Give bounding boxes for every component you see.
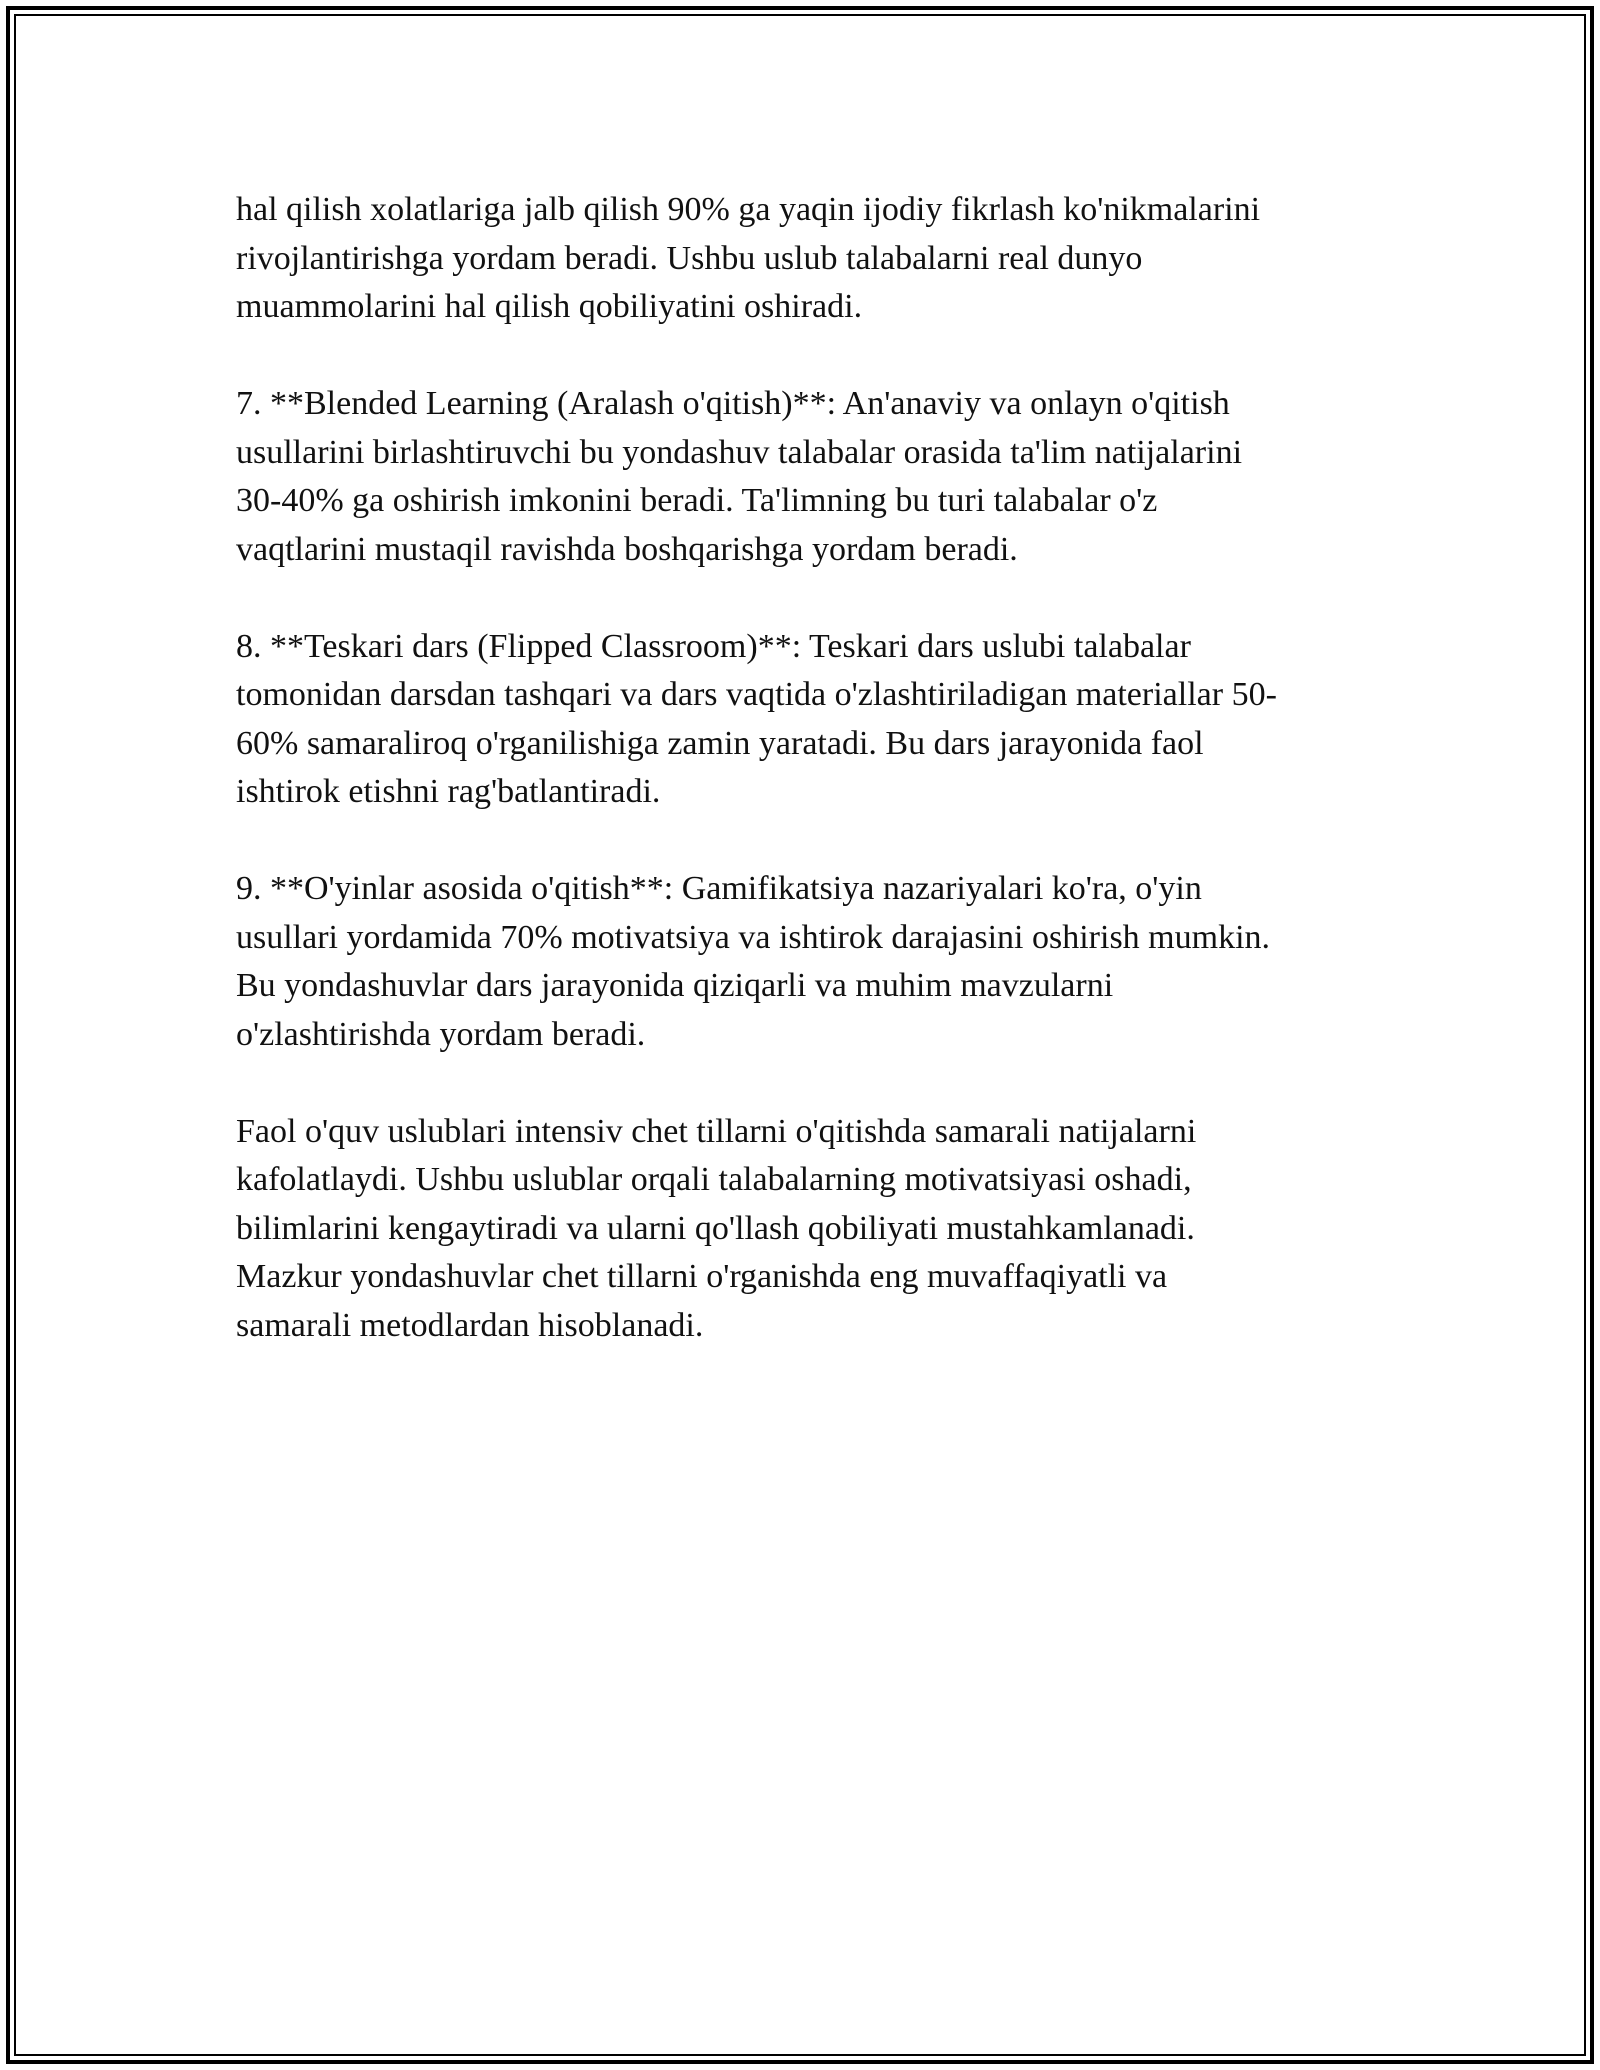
paragraph-game-based-learning: 9. **O'yinlar asosida o'qitish**: Gamifikatsiya nazariyalari ko'ra, o'yin usullari yordamida 70% motivatsiya va ishtirok darajasini oshirish mumkin. Bu yondashuvlar dars jarayonida qiziqarli va muhim mavzularni o'zlashtirishda yordam beradi. — [236, 870, 1271, 1053]
paragraph-flipped-classroom: 8. **Teskari dars (Flipped Classroom)**: Teskari dars uslubi talabalar tomonidan darsdan tashqari va dars vaqtida o'zlashtiriladigan materiallar 50- 60% samaraliroq o'rganilishiga zamin yaratadi. Bu dars jarayonida faol ishtirok etishni rag'batlantiradi. — [236, 627, 1277, 810]
paragraph-blended-learning: 7. **Blended Learning (Aralash o'qitish)**: An'anaviy va onlayn o'qitish usullarini birlashtiruvchi bu yondashuv talabalar orasida ta'lim natijalarini 30-40% ga oshirish imkonini beradi. Ta'limning bu turi talabalar o'z vaqtlarini mustaqil ravishda boshqarishga yordam beradi. — [236, 385, 1243, 568]
paragraph-conclusion: Faol o'quv uslublari intensiv chet tillarni o'qitishda samarali natijalarni kafolatlaydi. Ushbu uslublar orqali talabalarning motivatsiyasi oshadi, bilimlarini kengaytiradi va ularni qo'llash qobiliyati mustahkamlanadi. Mazkur yondashuvlar chet tillarni o'rganishda eng muvaffaqiyatli va samarali metodlardan hisoblanadi. — [236, 1112, 1197, 1344]
document-body — [236, 186, 1372, 1350]
paragraph-intro-continuation: hal qilish xolatlariga jalb qilish 90% ga yaqin ijodiy fikrlash ko'nikmalarini rivojlantirishga yordam beradi. Ushbu uslub talabalarni real dunyo muammolarini hal qilish qobiliyatini oshiradi. — [236, 191, 1261, 325]
